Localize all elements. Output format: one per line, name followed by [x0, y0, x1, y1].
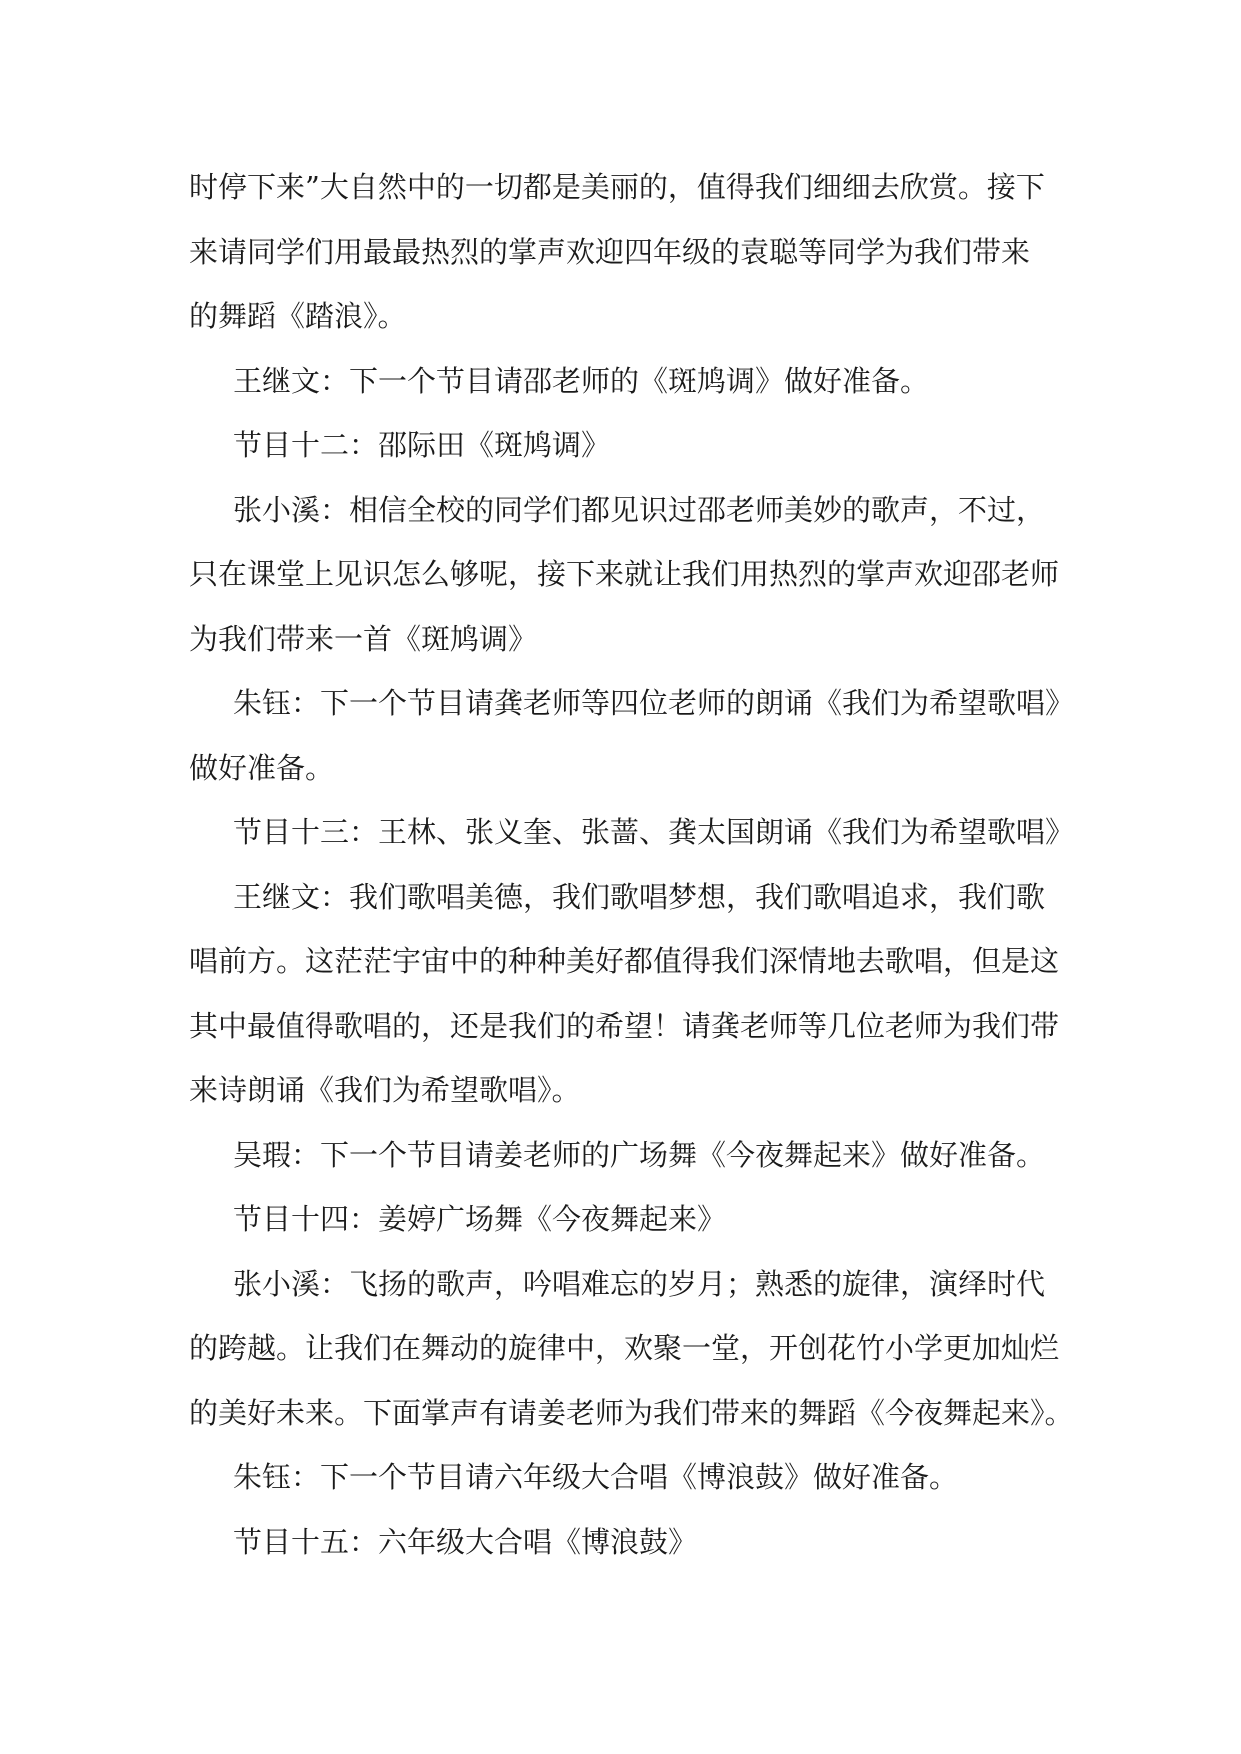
text-line: 节目十二：邵际田《斑鸠调》	[233, 428, 611, 462]
text-line: 来诗朗诵《我们为希望歌唱》。	[189, 1073, 581, 1107]
text-line: 做好准备。	[189, 750, 335, 785]
text-line: 时停下来”大自然中的一切都是美丽的，值得我们细细去欣赏。接下	[189, 170, 1045, 204]
text-line: 吴瑕：下一个节目请姜老师的广场舞《今夜舞起来》做好准备。	[233, 1137, 1046, 1172]
text-line: 王继文：我们歌唱美德，我们歌唱梦想，我们歌唱追求，我们歌	[233, 879, 1046, 914]
text-line: 其中最值得歌唱的，还是我们的希望！请龚老师等几位老师为我们带	[189, 1008, 1060, 1043]
text-line: 节目十三：王林、张义奎、张蔷、龚太国朗诵《我们为希望歌唱》	[233, 815, 1075, 849]
text-line: 唱前方。这茫茫宇宙中的种种美好都值得我们深情地去歌唱，但是这	[189, 944, 1060, 978]
text-line: 张小溪：相信全校的同学们都见识过邵老师美妙的歌声，不过，	[233, 492, 1046, 527]
text-line: 朱钰：下一个节目请龚老师等四位老师的朗诵《我们为希望歌唱》	[233, 686, 1075, 720]
text-line: 节目十四：姜婷广场舞《今夜舞起来》	[233, 1202, 727, 1236]
text-line: 节目十五：六年级大合唱《博浪鼓》	[233, 1524, 698, 1559]
document-body	[189, 155, 1075, 1574]
text-line: 张小溪：飞扬的歌声，吟唱难忘的岁月；熟悉的旋律，演绎时代	[233, 1266, 1046, 1301]
text-line: 的跨越。让我们在舞动的旋律中，欢聚一堂，开创花竹小学更加灿烂	[189, 1331, 1060, 1365]
text-line: 只在课堂上见识怎么够呢，接下来就让我们用热烈的掌声欢迎邵老师	[189, 557, 1060, 591]
text-line: 的美好未来。下面掌声有请姜老师为我们带来的舞蹈《今夜舞起来》。	[189, 1395, 1074, 1430]
text-line: 来请同学们用最最热烈的掌声欢迎四年级的袁聪等同学为我们带来	[189, 234, 1031, 269]
text-line: 的舞蹈《踏浪》。	[189, 299, 407, 333]
text-line: 为我们带来一首《斑鸠调》	[189, 621, 538, 656]
text-line: 王继文：下一个节目请邵老师的《斑鸠调》做好准备。	[233, 363, 930, 398]
text-line: 朱钰：下一个节目请六年级大合唱《博浪鼓》做好准备。	[233, 1460, 959, 1494]
